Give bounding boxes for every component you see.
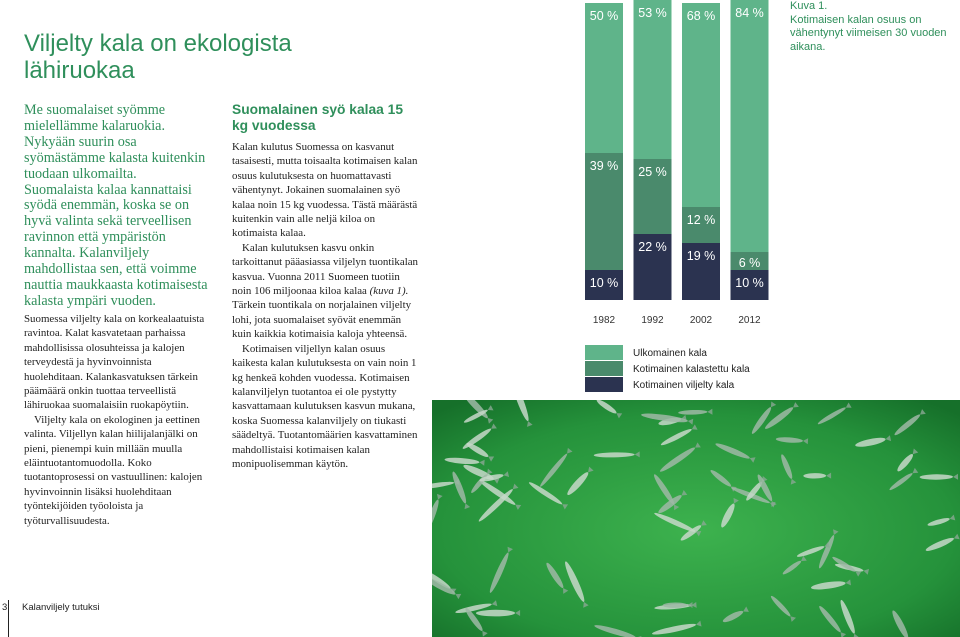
data-label: 53 % (638, 6, 667, 20)
page-title: Viljelty kala on ekologista lähiruokaa (24, 30, 292, 84)
lead-paragraph: Me suomalaiset syömme mielellämme kalaruokia. Nykyään suurin osa syömästämme kalasta kuitenkin tuodaan ulkomailta. Suomalaista kalaa kannattaisi syödä enemmän, koska se on hyvä valinta sekä terveellisen ravinnon että ympäristön kannalta. Kalanviljely mahdollistaa sen, että voimme nauttia maukkaasta kotimaisesta kalasta ympäri vuoden. (24, 102, 208, 309)
footer-divider (8, 600, 9, 637)
data-label: 19 % (686, 249, 716, 263)
chart-bars (585, 0, 769, 300)
category-label: 1982 (592, 315, 616, 326)
bar-ulkomainen-kala-2012 (731, 0, 769, 252)
data-label: 68 % (686, 9, 716, 23)
chart-category-labels (593, 315, 761, 326)
page-footer (0, 600, 300, 637)
category-label: 2012 (738, 315, 761, 326)
data-label: 10 % (735, 276, 764, 290)
data-label: 10 % (589, 276, 619, 290)
paragraph-text: Kalan kulutuksen kasvu onkin tarkoittanut pääasiassa viljelyn tuontikalan kasvua. Vuonna 2011 Suomeen tuotiin noin 106 miljoonaa kiloa kalaa (232, 241, 418, 298)
bar-ulkomainen-kala-1992 (634, 0, 672, 159)
data-label: 25 % (638, 165, 667, 179)
paragraph-text: Tärkein tuontikala on norjalainen viljelty lohi, jota suomalaiset syövät enemmän kuin kaikkia kotimaisia kaloja yhteensä. (232, 299, 412, 341)
legend-swatch (585, 377, 623, 392)
paragraph (232, 241, 418, 342)
stacked-bar-chart (580, 0, 960, 400)
data-label: 22 % (638, 240, 667, 254)
category-label: 1992 (641, 315, 664, 326)
bar-ulkomainen-kala-1982 (585, 3, 623, 153)
legend-label: Kotimainen viljelty kala (633, 380, 735, 391)
data-label: 39 % (589, 159, 619, 173)
section-heading: Suomalainen syö kalaa 15 kg vuodessa (232, 102, 404, 133)
publication-name: Kalanviljely tutuksi (22, 602, 100, 613)
figure-reference: (kuva 1). (369, 285, 409, 298)
fish-pond-photo (432, 400, 960, 637)
chart-legend (585, 345, 750, 392)
body-column-1 (24, 312, 209, 528)
body-column-2 (232, 102, 418, 471)
category-label: 2002 (689, 315, 713, 326)
paragraph: Kalan kulutus Suomessa on kasvanut tasaisesti, mutta toisaalta kotimaisen kalan osuus kulutuksesta on huomattavasti vähentynyt. Jokainen suomalainen syö kalaa noin 15 kg vuodessa. Tästä määrästä kuitenkin vain alle neljä kiloa on kotimaista kalaa. (232, 141, 418, 240)
bar-ulkomainen-kala-2002 (682, 3, 720, 207)
data-label: 12 % (686, 213, 716, 227)
legend-swatch (585, 345, 623, 360)
figure-caption-text: Kotimaisen kalan osuus on vähentynyt viimeisen 30 vuoden aikana. (790, 13, 947, 53)
paragraph: Suomessa viljelty kala on korkealaatuista ravintoa. Kalat kasvatetaan parhaissa mahdollisissa olosuhteissa ja kalojen terveydestä ja hyvinvoinnista huolehditaan. Kalankasvatuksen tärkein päämäärä onkin tuottaa terveellistä lähiruokaa suomalaisiin ruokapöytiin. (24, 313, 205, 412)
paragraph: Viljelty kala on ekologinen ja eettinen valinta. Viljellyn kalan hiilijalanjälki on pieni, pienempi kuin millään muulla eläintuotantomuodolla. Koko tuotantoprosessi on vastuullinen: kalojen hyvinvoinnin lisäksi huolehditaan työntekijöiden työoloista ja työturvallisuudesta. (24, 413, 203, 527)
data-label: 50 % (589, 9, 619, 23)
data-label: 84 % (735, 6, 764, 20)
legend-label: Kotimainen kalastettu kala (633, 364, 750, 375)
paragraph: Kotimaisen viljellyn kalan osuus kaikesta kalan kulutuksesta on vain noin 1 kg henkeä kohden vuodessa. Kotimaisen kalanviljelyn tuotantoa ei ole pystytty kasvattamaan kulutuksen kasvun mukana, koska Suomessa kalanviljely on tiukasti säädeltyä. Tuotantomäärien kasvattaminen mahdollistaisi kotimaisen kalan monipuolisemman käytön. (232, 342, 418, 470)
legend-swatch (585, 361, 623, 376)
legend-label: Ulkomainen kala (633, 348, 707, 359)
data-label: 6 % (738, 256, 761, 270)
page-number: 3 (2, 602, 8, 613)
figure-label: Kuva 1. (790, 0, 828, 12)
